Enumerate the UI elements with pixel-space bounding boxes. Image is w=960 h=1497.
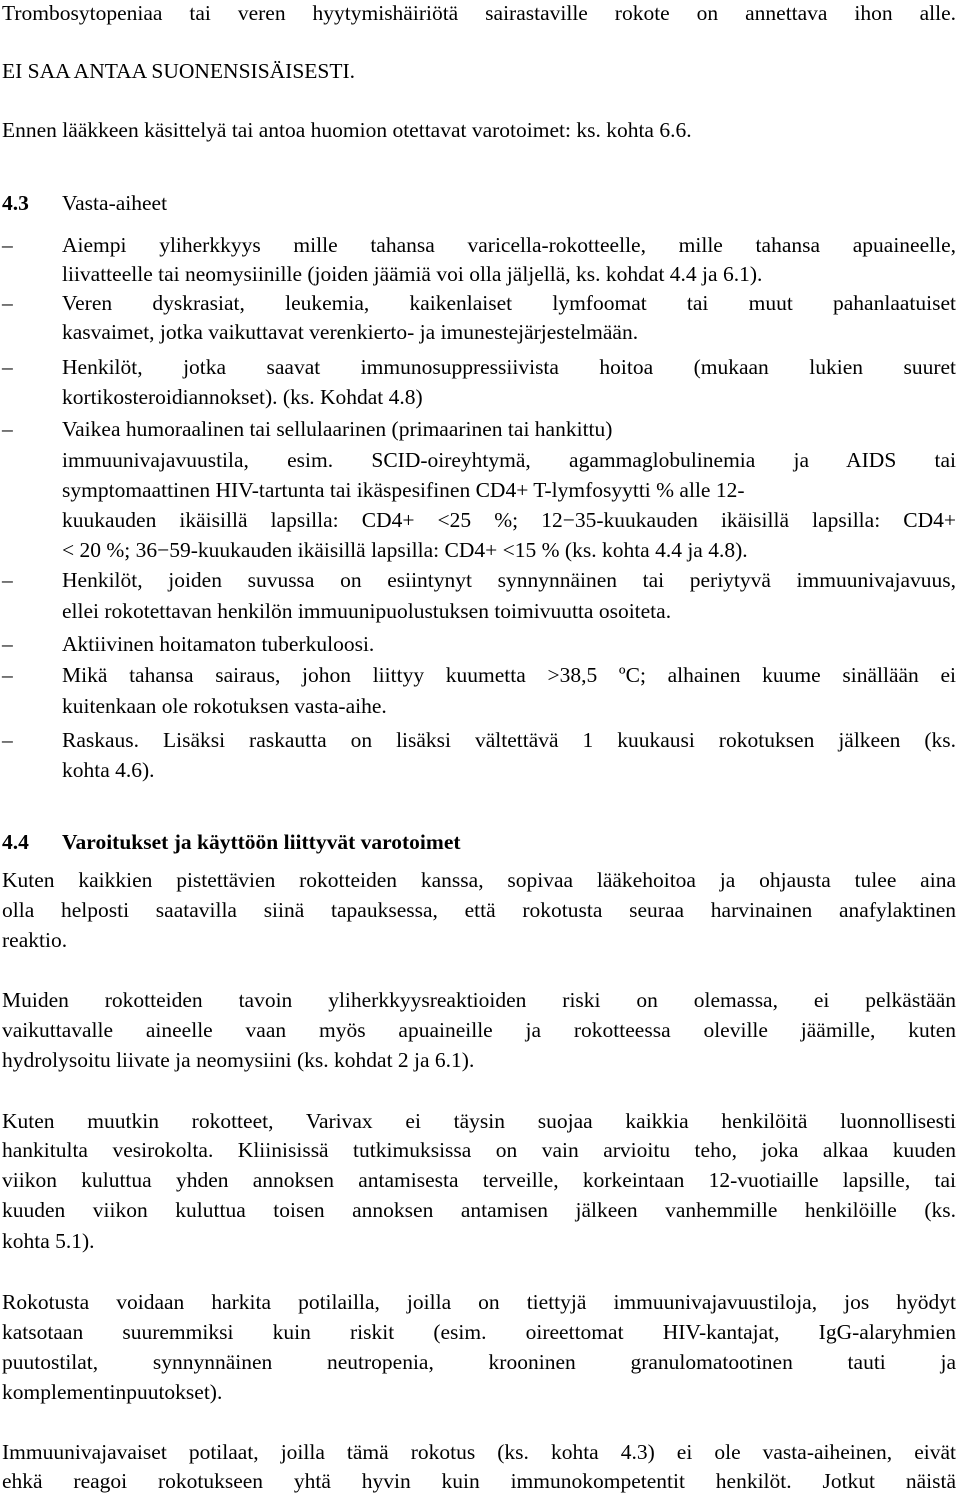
bullet-4-line-5: < 20 %; 36−59-kuukauden ikäisillä lapsilla: CD4+ <15 % (ks. kohta 4.4 ja 4.8). (62, 538, 748, 562)
para-3-line-1: Kuten muutkin rokotteet, Varivax ei täysin suojaa kaikkia henkilöitä luonnollisesti (2, 1109, 956, 1133)
bullet-5-line-1: Henkilöt, joiden suvussa on esiintynyt synnynnäinen tai periytyvä immuunivajavuus, (62, 568, 956, 592)
para-2-line-3: hydrolysoitu liivate ja neomysiini (ks. kohdat 2 ja 6.1). (2, 1048, 475, 1072)
bullet-dash: – (2, 663, 13, 687)
para-2-line-2: vaikuttavalle aineelle vaan myös apuaineille ja rokotteessa oleville jäämille, kuten (2, 1018, 956, 1042)
bullet-dash: – (2, 632, 13, 656)
para-5-line-2: ehkä reagoi rokotukseen yhtä hyvin kuin immunokompetentit henkilöt. Jotkut näistä (2, 1469, 956, 1493)
bullet-2-line-2: kasvaimet, jotka vaikuttavat verenkierto- ja imunestejärjestelmään. (62, 320, 639, 344)
bullet-dash: – (2, 417, 13, 441)
section-43-title: Vasta-aiheet (62, 191, 168, 215)
bullet-5-line-2: ellei rokotettavan henkilön immuunipuolustuksen toimivuutta osoiteta. (62, 599, 672, 623)
section-44-number: 4.4 (2, 830, 29, 854)
bullet-dash: – (2, 355, 13, 379)
section-43-number: 4.3 (2, 191, 29, 215)
bullet-1-line-2: liivatteelle tai neomysiinille (joiden jäämiä voi olla jäljellä, ks. kohdat 4.4 ja 6.1). (62, 262, 763, 286)
bullet-7-line-1: Mikä tahansa sairaus, johon liittyy kuumetta >38,5 ºC; alhainen kuume sinällään ei (62, 663, 956, 687)
para-2-line-1: Muiden rokotteiden tavoin yliherkkyysreaktioiden riski on olemassa, ei pelkästään (2, 988, 956, 1012)
bullet-3-line-2: kortikosteroidiannokset). (ks. Kohdat 4.8) (62, 385, 423, 409)
intro-line-3: Ennen lääkkeen käsittelyä tai antoa huomion otettavat varotoimet: ks. kohta 6.6. (2, 118, 692, 142)
bullet-dash: – (2, 233, 13, 257)
bullet-4-line-2: immuunivajavuustila, esim. SCID-oireyhtymä, agammaglobulinemia ja AIDS tai (62, 448, 956, 472)
intro-line-1: Trombosytopeniaa tai veren hyytymishäiriötä sairastaville rokote on annettava ihon alle. (2, 1, 956, 25)
intro-line-2: EI SAA ANTAA SUONENSISÄISESTI. (2, 59, 356, 83)
para-4-line-2: katsotaan suuremmiksi kuin riskit (esim. oireettomat HIV-kantajat, IgG-alaryhmien (2, 1320, 956, 1344)
bullet-dash: – (2, 728, 13, 752)
para-3-line-3: viikon kuluttua yhden annoksen antamisesta terveille, korkeintaan 12-vuotiaille lapsille, tai (2, 1168, 956, 1192)
bullet-4-line-3: symptomaattinen HIV-tartunta tai ikäspesifinen CD4+ T-lymfosyytti % alle 12- (62, 478, 745, 502)
bullet-1-line-1: Aiempi yliherkkyys mille tahansa varicella-rokotteelle, mille tahansa apuaineelle, (62, 233, 956, 257)
bullet-6-line-1: Aktiivinen hoitamaton tuberkuloosi. (62, 632, 375, 656)
bullet-dash: – (2, 291, 13, 315)
para-1-line-1: Kuten kaikkien pistettävien rokotteiden kanssa, sopivaa lääkehoitoa ja ohjausta tulee aina (2, 868, 956, 892)
para-3-line-2: hankitulta vesirokolta. Kliinisissä tutkimuksissa on vain arvioitu teho, joka alkaa kuuden (2, 1138, 956, 1162)
para-4-line-3: puutostilat, synnynnäinen neutropenia, krooninen granulomatootinen tauti ja (2, 1350, 956, 1374)
bullet-8-line-2: kohta 4.6). (62, 758, 155, 782)
para-1-line-3: reaktio. (2, 928, 68, 952)
bullet-4-line-1: Vaikea humoraalinen tai sellulaarinen (primaarinen tai hankittu) (62, 417, 613, 441)
para-3-line-5: kohta 5.1). (2, 1229, 95, 1253)
bullet-2-line-1: Veren dyskrasiat, leukemia, kaikenlaiset lymfoomat tai muut pahanlaatuiset (62, 291, 956, 315)
para-1-line-2: olla helposti saatavilla siinä tapauksessa, että rokotusta seuraa harvinainen anafylaktinen (2, 898, 956, 922)
section-44-title: Varoitukset ja käyttöön liittyvät varotoimet (62, 830, 461, 854)
bullet-7-line-2: kuitenkaan ole rokotuksen vasta-aihe. (62, 694, 387, 718)
para-4-line-4: komplementinpuutokset). (2, 1380, 223, 1404)
bullet-3-line-1: Henkilöt, jotka saavat immunosuppressiivista hoitoa (mukaan lukien suuret (62, 355, 956, 379)
para-3-line-4: kuuden viikon kuluttua toisen annoksen antamisen jälkeen vanhemmille henkilöille (ks. (2, 1198, 956, 1222)
para-4-line-1: Rokotusta voidaan harkita potilailla, joilla on tiettyjä immuunivajavuustiloja, jos hyödyt (2, 1290, 956, 1314)
bullet-4-line-4: kuukauden ikäisillä lapsilla: CD4+ <25 %; 12−35-kuukauden ikäisillä lapsilla: CD4+ (62, 508, 956, 532)
bullet-dash: – (2, 568, 13, 592)
bullet-8-line-1: Raskaus. Lisäksi raskautta on lisäksi vältettävä 1 kuukausi rokotuksen jälkeen (ks. (62, 728, 956, 752)
para-5-line-1: Immuunivajavaiset potilaat, joilla tämä rokotus (ks. kohta 4.3) ei ole vasta-aiheinen, eivät (2, 1440, 956, 1464)
